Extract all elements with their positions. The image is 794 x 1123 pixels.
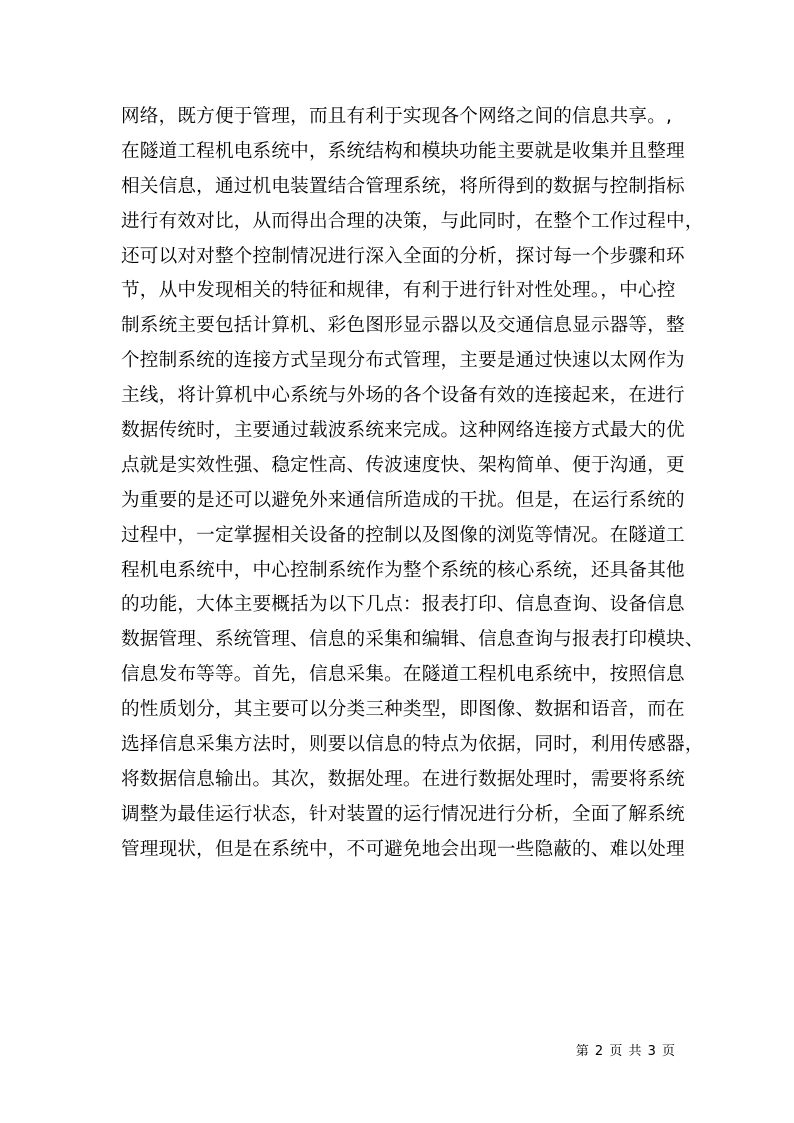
text-line: 数据传统时，主要通过载波系统来完成。这种网络连接方式最大的优 (121, 420, 685, 442)
text-line: 在隧道工程机电系统中，系统结构和模块功能主要就是收集并且整理 (121, 140, 685, 162)
page-number-footer: 第 2 页 共 3 页 (575, 1044, 676, 1059)
text-line: 选择信息采集方法时，则要以信息的特点为依据，同时，利用传感器， (121, 734, 704, 756)
text-line: 主线，将计算机中心系统与外场的各个设备有效的连接起来，在进行 (121, 385, 685, 407)
text-line: 节，从中发现相关的特征和规律，有利于进行针对性处理。，中心控 (121, 280, 676, 302)
text-line: 相关信息，通过机电装置结合管理系统，将所得到的数据与控制指标 (121, 175, 685, 197)
text-line: 过程中，一定掌握相关设备的控制以及图像的浏览等情况。在隧道工 (121, 524, 685, 546)
text-line: 个控制系统的连接方式呈现分布式管理，主要是通过快速以太网作为 (121, 350, 685, 372)
text-line: 数据管理、系统管理、信息的采集和编辑、信息查询与报表打印模块、 (121, 629, 704, 651)
text-line: 调整为最佳运行状态，针对装置的运行情况进行分析，全面了解系统 (121, 803, 685, 825)
body-text (121, 100, 704, 868)
text-line: 为重要的是还可以避免外来通信所造成的干扰。但是，在运行系统的 (121, 489, 685, 511)
text-line: 进行有效对比，从而得出合理的决策，与此同时，在整个工作过程中， (121, 210, 704, 232)
text-line: 程机电系统中，中心控制系统作为整个系统的核心系统，还具备其他 (121, 559, 685, 581)
text-line: 点就是实效性强、稳定性高、传波速度快、架构简单、便于沟通，更 (121, 454, 685, 476)
text-line: 网络，既方便于管理，而且有利于实现各个网络之间的信息共享。, (121, 106, 673, 127)
text-line: 还可以对对整个控制情况进行深入全面的分析，探讨每一个步骤和环 (121, 245, 685, 267)
text-line: 制系统主要包括计算机、彩色图形显示器以及交通信息显示器等，整 (121, 315, 685, 337)
text-line: 的性质划分，其主要可以分类三种类型，即图像、数据和语音，而在 (121, 699, 685, 721)
text-line: 的功能，大体主要概括为以下几点：报表打印、信息查询、设备信息 (121, 594, 685, 616)
text-line: 管理现状，但是在系统中，不可避免地会出现一些隐蔽的、难以处理 (121, 838, 685, 860)
text-line: 将数据信息输出。其次，数据处理。在进行数据处理时，需要将系统 (121, 768, 685, 790)
text-line: 信息发布等等。首先，信息采集。在隧道工程机电系统中，按照信息 (121, 664, 685, 686)
